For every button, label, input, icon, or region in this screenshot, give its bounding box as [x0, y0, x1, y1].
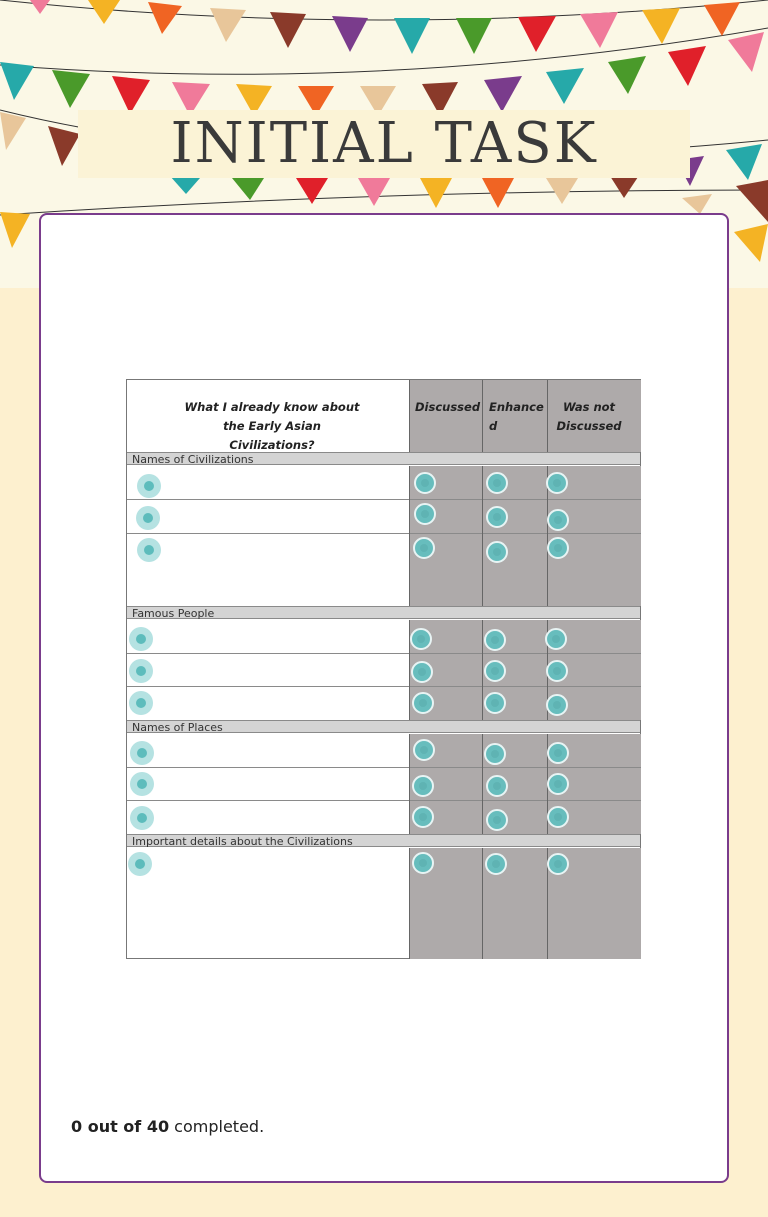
- radio-details-discussed[interactable]: [412, 852, 434, 874]
- section-important-details: Important details about the Civilizations: [127, 834, 640, 847]
- radio-person3-discussed[interactable]: [412, 692, 434, 714]
- radio-place2-discussed[interactable]: [412, 775, 434, 797]
- column-divider: [482, 466, 483, 606]
- column-divider: [409, 466, 410, 606]
- header-question-line1: What I already know about: [184, 400, 360, 414]
- column-divider: [482, 734, 483, 834]
- rating-area-places: [409, 734, 641, 834]
- row-divider: [127, 499, 641, 500]
- row-divider: [127, 686, 641, 687]
- radio-civ1-enhanced[interactable]: [486, 472, 508, 494]
- radio-person3-not-discussed[interactable]: [546, 694, 568, 716]
- row-divider: [127, 800, 641, 801]
- radio-civ1-not-discussed[interactable]: [546, 472, 568, 494]
- radio-person1-discussed[interactable]: [410, 628, 432, 650]
- row-divider: [127, 533, 641, 534]
- answer-field-person-2[interactable]: [129, 659, 153, 683]
- answer-field-civilization-2[interactable]: [136, 506, 160, 530]
- radio-place1-discussed[interactable]: [413, 739, 435, 761]
- answer-field-place-1[interactable]: [130, 741, 154, 765]
- radio-place3-enhanced[interactable]: [486, 809, 508, 831]
- section-names-of-places: Names of Places: [127, 720, 640, 733]
- completion-suffix: completed.: [169, 1117, 265, 1136]
- rating-area-civilizations: [409, 466, 641, 606]
- radio-person2-discussed[interactable]: [411, 661, 433, 683]
- column-divider: [409, 734, 410, 834]
- row-divider: [127, 767, 641, 768]
- rating-area-people: [409, 620, 641, 720]
- radio-person2-not-discussed[interactable]: [546, 660, 568, 682]
- answer-field-person-1[interactable]: [129, 627, 153, 651]
- page-title: INITIAL TASK: [170, 111, 598, 176]
- header-question-line2: the Early Asian: [223, 419, 321, 433]
- column-header-was-not-line1: Was not: [562, 400, 616, 414]
- title-band: [78, 110, 690, 178]
- radio-place3-not-discussed[interactable]: [547, 806, 569, 828]
- answer-field-place-3[interactable]: [130, 806, 154, 830]
- radio-person1-enhanced[interactable]: [484, 629, 506, 651]
- row-divider: [127, 653, 641, 654]
- column-divider: [482, 848, 483, 959]
- column-header-discussed-line1: Discussed: [415, 400, 481, 414]
- answer-field-civilization-1[interactable]: [137, 474, 161, 498]
- column-header-enhanced-line2: d: [489, 419, 498, 433]
- section-names-of-civilizations: Names of Civilizations: [127, 452, 640, 465]
- column-divider: [547, 380, 548, 452]
- radio-civ1-discussed[interactable]: [414, 472, 436, 494]
- column-divider: [409, 380, 410, 452]
- column-header-discussed: [415, 398, 480, 417]
- completion-status: [71, 1117, 264, 1136]
- section-famous-people: Famous People: [127, 606, 640, 619]
- radio-civ2-not-discussed[interactable]: [547, 509, 569, 531]
- column-divider: [482, 380, 483, 452]
- column-divider: [482, 620, 483, 720]
- radio-place2-enhanced[interactable]: [486, 775, 508, 797]
- radio-civ2-discussed[interactable]: [414, 503, 436, 525]
- column-header-was-not-line2: Discussed: [556, 419, 622, 433]
- radio-civ3-enhanced[interactable]: [486, 541, 508, 563]
- column-header-enhanced-line1: Enhance: [489, 400, 544, 414]
- radio-place2-not-discussed[interactable]: [547, 773, 569, 795]
- answer-field-details[interactable]: [128, 852, 152, 876]
- column-divider: [409, 848, 410, 959]
- worksheet-table: [126, 379, 641, 959]
- column-header-was-not-discussed: [553, 398, 625, 436]
- radio-person3-enhanced[interactable]: [484, 692, 506, 714]
- radio-civ2-enhanced[interactable]: [486, 506, 508, 528]
- completion-count: 0 out of 40: [71, 1117, 170, 1136]
- header-question: [127, 398, 417, 455]
- answer-field-civilization-3[interactable]: [137, 538, 161, 562]
- radio-civ3-not-discussed[interactable]: [547, 537, 569, 559]
- radio-place1-enhanced[interactable]: [484, 743, 506, 765]
- answer-field-person-3[interactable]: [129, 691, 153, 715]
- radio-place3-discussed[interactable]: [412, 806, 434, 828]
- answer-field-place-2[interactable]: [130, 772, 154, 796]
- radio-person2-enhanced[interactable]: [484, 660, 506, 682]
- radio-civ3-discussed[interactable]: [413, 537, 435, 559]
- radio-details-not-discussed[interactable]: [547, 853, 569, 875]
- radio-person1-not-discussed[interactable]: [545, 628, 567, 650]
- rating-area-details: [409, 848, 641, 959]
- radio-details-enhanced[interactable]: [485, 853, 507, 875]
- column-header-enhanced: [489, 398, 544, 436]
- header-question-line3: Civilizations?: [229, 438, 315, 452]
- radio-place1-not-discussed[interactable]: [547, 742, 569, 764]
